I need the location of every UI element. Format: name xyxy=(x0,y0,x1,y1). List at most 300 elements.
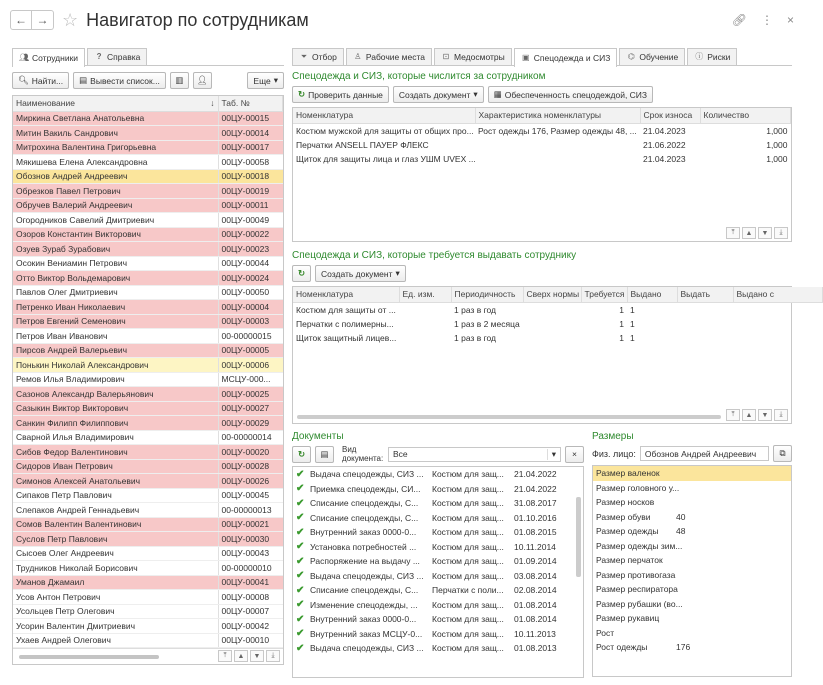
column-header-name[interactable]: Наименование ↓ xyxy=(13,96,218,111)
scroll-up-button[interactable]: ▲ xyxy=(742,409,756,421)
employee-name: Ухаев Андрей Олегович xyxy=(13,633,218,648)
employee-row[interactable] xyxy=(13,140,283,155)
scroll-bottom-button[interactable]: ⤓ xyxy=(774,227,788,239)
table-row[interactable] xyxy=(293,331,823,346)
document-cell: 21.04.2022 xyxy=(514,483,557,494)
document-cell: Распоряжение на выдачу ... xyxy=(310,556,420,567)
employee-name: Уманов Джамаил xyxy=(13,575,218,590)
size-row[interactable] xyxy=(593,640,791,655)
size-name: Размер одежды зим... xyxy=(596,540,683,551)
employee-name: Митрохина Валентина Григорьевна xyxy=(13,140,218,155)
employee-row[interactable] xyxy=(13,271,283,286)
left-tabs xyxy=(12,48,284,66)
employee-tab-number: 00ЦУ-00042 xyxy=(218,619,283,634)
document-row[interactable] xyxy=(293,496,583,511)
size-row[interactable] xyxy=(593,553,791,568)
document-row[interactable] xyxy=(293,467,583,482)
column-header[interactable]: Ед. изм. xyxy=(399,287,451,302)
employee-row[interactable] xyxy=(13,329,283,344)
documents-toolbar xyxy=(292,442,584,466)
document-row[interactable] xyxy=(293,525,583,540)
forward-button[interactable]: → xyxy=(32,10,54,30)
size-name: Размер перчаток xyxy=(596,555,663,566)
required-items-toolbar xyxy=(292,261,792,286)
employee-name: Обручев Валерий Андреевич xyxy=(13,198,218,213)
sizes-title: Размеры xyxy=(592,431,634,442)
employee-row[interactable] xyxy=(13,213,283,228)
table-row[interactable] xyxy=(293,152,791,167)
size-name: Рост xyxy=(596,627,615,638)
employee-row[interactable] xyxy=(13,561,283,576)
supply-report-button[interactable]: ▦ Обеспеченность спецодеждой, СИЗ xyxy=(488,86,653,103)
table-cell: Щиток защитный лицев... xyxy=(296,333,397,344)
document-cell: Изменение спецодежды, ... xyxy=(310,599,418,610)
document-cell: Выдача спецодежды, СИЗ ... xyxy=(310,643,424,654)
table-cell: 1,000 xyxy=(766,139,788,150)
right-tabs xyxy=(292,48,792,66)
document-kind-select[interactable]: Все ▾ xyxy=(388,447,561,462)
refresh-icon: ↻ xyxy=(297,268,306,278)
employee-tab-number: 00-00000014 xyxy=(218,430,283,445)
column-header[interactable]: Сверх нормы xyxy=(523,287,581,302)
employee-row[interactable] xyxy=(13,445,283,460)
employee-name: Сомов Валентин Валентинович xyxy=(13,517,218,532)
document-cell: 01.10.2016 xyxy=(514,512,557,523)
size-name: Размер валенок xyxy=(593,466,673,481)
scroll-bottom-button[interactable]: ⤓ xyxy=(266,650,280,662)
person-label: Физ. лицо: xyxy=(592,448,636,459)
size-name: Размер противогаза xyxy=(596,569,676,580)
column-header[interactable]: Выдано с xyxy=(733,287,823,302)
employee-tab-number: 00ЦУ-00004 xyxy=(218,300,283,315)
filter-icon: ⏷ xyxy=(300,52,308,61)
employee-tab-number: 00ЦУ-00050 xyxy=(218,285,283,300)
employee-tab-number: 00ЦУ-00020 xyxy=(218,445,283,460)
table-header xyxy=(293,287,823,302)
tab-medical[interactable]: ⊡ Медосмотры xyxy=(434,48,512,65)
employee-row[interactable] xyxy=(13,227,283,242)
employee-tab-number: 00ЦУ-00023 xyxy=(218,242,283,257)
size-row[interactable] xyxy=(593,568,791,583)
chevron-down-icon: ▾ xyxy=(473,89,478,99)
table-cell xyxy=(523,302,581,317)
employee-tab-number: 00ЦУ-00018 xyxy=(218,169,283,184)
check-data-button[interactable]: ↻ Проверить данные xyxy=(292,86,389,103)
table-cell: 21.04.2023 xyxy=(643,154,686,165)
employee-name: Понькин Николай Александрович xyxy=(13,358,218,373)
close-icon[interactable]: × xyxy=(786,13,794,27)
column-header[interactable]: Выдано xyxy=(627,287,677,302)
table-cell: 1,000 xyxy=(766,125,788,136)
tab-training[interactable]: ⌬ Обучение xyxy=(619,48,685,65)
employee-name: Сысоев Олег Андреевич xyxy=(13,546,218,561)
table-header xyxy=(13,96,283,111)
posted-check-icon: ✔ xyxy=(296,628,305,640)
tab-employees[interactable]: 👥︎ Сотрудники xyxy=(12,48,85,67)
employee-tab-number: 00ЦУ-00010 xyxy=(218,633,283,648)
document-row[interactable] xyxy=(293,482,583,497)
document-cell: 01.09.2014 xyxy=(514,556,557,567)
table-cell: 1 раз в 2 месяца xyxy=(454,318,520,329)
document-cell: 01.08.2014 xyxy=(514,614,557,625)
employee-name: Мякишева Елена Александровна xyxy=(13,155,218,170)
documents-table[interactable] xyxy=(292,466,584,678)
column-header-tab[interactable]: Таб. № xyxy=(218,96,283,111)
employee-tab-number: 00ЦУ-00007 xyxy=(218,604,283,619)
tab-filter[interactable]: ⏷ Отбор xyxy=(292,48,344,65)
vertical-scrollbar[interactable] xyxy=(576,497,581,577)
document-cell: Костюм для защ... xyxy=(432,498,504,509)
size-row[interactable] xyxy=(593,466,791,481)
document-cell: Списание спецодежды, С... xyxy=(310,585,419,596)
employee-tab-number: 00ЦУ-00058 xyxy=(218,155,283,170)
employee-tab-number: 00ЦУ-00006 xyxy=(218,358,283,373)
employee-tab-number: 00ЦУ-00026 xyxy=(218,474,283,489)
employee-tab-number: 00ЦУ-00015 xyxy=(218,111,283,126)
scroll-up-button[interactable]: ▲ xyxy=(234,650,248,662)
employee-tab-number: 00-00000013 xyxy=(218,503,283,518)
employee-row[interactable] xyxy=(13,343,283,358)
table-cell: 1 xyxy=(619,318,624,329)
employee-tab-number: 00-00000010 xyxy=(218,561,283,576)
employee-row[interactable] xyxy=(13,459,283,474)
employee-name: Суслов Петр Павлович xyxy=(13,532,218,547)
required-items-title: Спецодежда и СИЗ, которые требуется выдавать сотруднику xyxy=(292,250,577,261)
table-row[interactable] xyxy=(293,302,823,317)
more-button[interactable]: Еще ▾ xyxy=(247,72,284,89)
table-row[interactable] xyxy=(293,138,791,153)
size-name: Размер рукавиц xyxy=(596,613,660,624)
employee-row[interactable] xyxy=(13,546,283,561)
posted-check-icon: ✔ xyxy=(296,613,305,625)
create-document-button[interactable]: Создать документ ▾ xyxy=(393,86,484,103)
sizes-toolbar xyxy=(592,442,792,465)
link-icon[interactable]: 🔗︎ xyxy=(731,13,747,27)
employee-tab-number: 00ЦУ-00041 xyxy=(218,575,283,590)
document-cell: Перчатки с поли... xyxy=(432,585,504,596)
employee-tab-number: 00-00000015 xyxy=(218,329,283,344)
employee-row[interactable] xyxy=(13,184,283,199)
scroll-top-button[interactable]: ⤒ xyxy=(726,227,740,239)
table-cell xyxy=(677,317,733,332)
size-name: Размер носков xyxy=(596,497,655,508)
posted-check-icon: ✔ xyxy=(296,555,305,567)
search-icon: 🔍︎ xyxy=(18,75,29,85)
table-cell: 1 xyxy=(630,333,635,344)
table-cell xyxy=(475,152,640,167)
employee-name: Сазонов Александр Валерьянович xyxy=(13,387,218,402)
size-value xyxy=(673,568,791,583)
chevron-down-icon: ▾ xyxy=(395,268,400,278)
table-cell: Перчатки с полимерны... xyxy=(296,318,394,329)
table-cell xyxy=(733,331,823,346)
scroll-up-button[interactable]: ▲ xyxy=(742,227,756,239)
employee-row[interactable] xyxy=(13,314,283,329)
column-header[interactable]: Номенклатура xyxy=(293,108,475,123)
document-cell: Внутренний заказ 0000-0... xyxy=(310,614,417,625)
size-name: Рост одежды xyxy=(596,642,648,653)
risk-icon: ⓘ xyxy=(695,52,704,61)
employee-row[interactable] xyxy=(13,474,283,489)
employee-tab-number: 00ЦУ-00030 xyxy=(218,532,283,547)
employee-name: Усов Антон Петрович xyxy=(13,590,218,605)
size-name: Размер обуви xyxy=(596,511,651,522)
employee-row[interactable] xyxy=(13,111,283,126)
workplace-icon: ♙ xyxy=(354,52,362,61)
scroll-top-button[interactable]: ⤒ xyxy=(218,650,232,662)
column-header[interactable]: Требуется xyxy=(581,287,627,302)
people-icon: 👥︎ xyxy=(19,53,30,62)
clear-kind-button[interactable] xyxy=(565,446,584,463)
table-cell: Перчатки ANSELL ПАУЕР ФЛЕКС xyxy=(296,139,429,150)
size-row[interactable] xyxy=(593,539,791,554)
list-icon: ▤ xyxy=(79,75,88,85)
person-icon: 👤︎ xyxy=(196,75,208,85)
refresh-docs-button[interactable] xyxy=(292,446,311,463)
document-cell: 01.08.2015 xyxy=(514,527,557,538)
documents-section xyxy=(292,426,584,678)
size-row[interactable] xyxy=(593,524,791,539)
table-cell: Щиток для защиты лица и глаз УШМ UVEX ... xyxy=(296,154,476,165)
table-cell: 1 xyxy=(619,333,624,344)
medical-icon: ⊡ xyxy=(442,52,450,61)
table-cell xyxy=(475,138,640,153)
document-cell: Выдача спецодежды, СИЗ ... xyxy=(310,469,424,480)
refresh-icon: ↻ xyxy=(297,448,306,459)
employee-row[interactable] xyxy=(13,488,283,503)
posted-check-icon: ✔ xyxy=(296,497,305,509)
size-value xyxy=(673,611,791,626)
document-cell: Костюм для защ... xyxy=(432,527,504,538)
export-list-button[interactable]: ▤ Вывести список... xyxy=(73,72,166,89)
employee-row[interactable] xyxy=(13,358,283,373)
size-value xyxy=(673,466,791,481)
assigned-items-title: Спецодежда и СИЗ, которые числится за сотрудником xyxy=(292,71,546,82)
tab-workplaces[interactable]: ♙ Рабочие места xyxy=(346,48,432,65)
employee-name: Петренко Иван Николаевич xyxy=(13,300,218,315)
scroll-top-button[interactable]: ⤒ xyxy=(726,409,740,421)
employee-tab-number: 00ЦУ-00003 xyxy=(218,314,283,329)
document-cell: Костюм для защ... xyxy=(432,483,504,494)
posted-check-icon: ✔ xyxy=(296,541,305,553)
document-cell: 01.08.2013 xyxy=(514,643,557,654)
employee-tab-number: 00ЦУ-00005 xyxy=(218,343,283,358)
employee-tab-number: 00ЦУ-00014 xyxy=(218,126,283,141)
document-cell: Внутренний заказ МСЦУ-0... xyxy=(310,628,423,639)
column-header[interactable]: Характеристика номенклатуры xyxy=(475,108,640,123)
table-cell: 1 раз в год xyxy=(454,304,496,315)
employee-tab-number: 00ЦУ-00019 xyxy=(218,184,283,199)
size-row[interactable] xyxy=(593,597,791,612)
employee-row[interactable] xyxy=(13,256,283,271)
person-field[interactable]: Обознов Андрей Андреевич xyxy=(640,446,769,461)
employee-row[interactable] xyxy=(13,169,283,184)
column-header[interactable]: Выдать xyxy=(677,287,733,302)
employee-row[interactable] xyxy=(13,300,283,315)
posted-check-icon: ✔ xyxy=(296,570,305,582)
employee-row[interactable] xyxy=(13,633,283,648)
open-icon: ⧉ xyxy=(779,448,786,458)
open-person-button[interactable] xyxy=(773,445,792,462)
document-cell: 21.04.2022 xyxy=(514,469,557,480)
employee-row[interactable] xyxy=(13,575,283,590)
training-icon: ⌬ xyxy=(627,52,635,61)
employee-card-button[interactable] xyxy=(193,72,212,89)
document-row[interactable] xyxy=(293,511,583,526)
document-cell: Костюм для защ... xyxy=(432,469,504,480)
size-row[interactable] xyxy=(593,481,791,496)
document-row[interactable] xyxy=(293,540,583,555)
scroll-bottom-button[interactable]: ⤓ xyxy=(774,409,788,421)
size-value xyxy=(673,481,791,496)
document-cell: Костюм для защ... xyxy=(432,556,504,567)
posted-check-icon: ✔ xyxy=(296,468,305,480)
posted-check-icon: ✔ xyxy=(296,483,305,495)
table-cell xyxy=(733,302,823,317)
employee-row[interactable] xyxy=(13,155,283,170)
employee-row[interactable] xyxy=(13,517,283,532)
employee-row[interactable] xyxy=(13,416,283,431)
employee-row[interactable] xyxy=(13,532,283,547)
column-header[interactable]: Срок износа xyxy=(640,108,700,123)
employees-panel xyxy=(12,48,284,674)
document-cell: Костюм для защ... xyxy=(432,570,504,581)
barcode-button[interactable] xyxy=(170,72,189,89)
employee-name: Обрезков Павел Петрович xyxy=(13,184,218,199)
back-button[interactable]: ← xyxy=(10,10,32,30)
posted-check-icon: ✔ xyxy=(296,526,305,538)
employee-row[interactable] xyxy=(13,590,283,605)
employee-name: Осокин Вениамин Петрович xyxy=(13,256,218,271)
document-cell: Списание спецодежды, С... xyxy=(310,498,419,509)
favorite-star-icon[interactable]: ☆ xyxy=(62,9,79,30)
table-cell xyxy=(399,317,451,332)
employee-name: Усорин Валентин Дмитриевич xyxy=(13,619,218,634)
size-name: Размер рубашки (во... xyxy=(596,598,683,609)
scroll-thumb[interactable] xyxy=(19,655,159,659)
table-cell xyxy=(733,317,823,332)
document-cell: Костюм для защ... xyxy=(432,643,504,654)
report-icon: ▦ xyxy=(493,89,502,99)
employee-tab-number: 00ЦУ-00045 xyxy=(218,488,283,503)
scroll-down-button[interactable]: ▼ xyxy=(250,650,264,662)
more-menu-icon[interactable]: ⋮ xyxy=(760,13,773,27)
document-row[interactable] xyxy=(293,641,583,656)
document-row[interactable] xyxy=(293,612,583,627)
assigned-items-toolbar xyxy=(292,82,792,107)
sizes-table[interactable] xyxy=(592,465,792,677)
document-cell: 31.08.2017 xyxy=(514,498,557,509)
employee-tab-number: МСЦУ-000... xyxy=(218,372,283,387)
document-cell: 10.11.2013 xyxy=(514,628,556,639)
table-cell: 21.06.2022 xyxy=(643,139,686,150)
open-document-button[interactable] xyxy=(315,446,334,463)
employee-row[interactable] xyxy=(13,430,283,445)
find-button[interactable]: 🔍︎ Найти... xyxy=(12,72,69,89)
nav-buttons xyxy=(10,10,54,30)
employee-name: Сидоров Иван Петрович xyxy=(13,459,218,474)
assigned-items-table[interactable] xyxy=(292,107,792,242)
posted-check-icon: ✔ xyxy=(296,512,305,524)
tab-risks[interactable]: ⓘ Риски xyxy=(687,48,737,65)
document-cell: Установка потребностей ... xyxy=(310,541,417,552)
table-cell xyxy=(523,331,581,346)
document-icon: ▤ xyxy=(320,448,329,459)
size-name: Размер одежды xyxy=(596,526,659,537)
size-row[interactable] xyxy=(593,510,791,525)
employees-table[interactable] xyxy=(12,95,284,665)
table-header xyxy=(293,108,791,123)
size-value: 48 xyxy=(676,526,686,537)
column-header[interactable]: Периодичность xyxy=(451,287,523,302)
employee-name: Ремов Илья Владимирович xyxy=(13,372,218,387)
employee-row[interactable] xyxy=(13,198,283,213)
document-row[interactable] xyxy=(293,569,583,584)
employee-row[interactable] xyxy=(13,604,283,619)
horizontal-scrollbar[interactable] xyxy=(13,648,283,664)
table-cell xyxy=(677,302,733,317)
size-row[interactable] xyxy=(593,582,791,597)
required-items-table[interactable] xyxy=(292,286,792,424)
employee-row[interactable] xyxy=(13,372,283,387)
employee-row[interactable] xyxy=(13,619,283,634)
size-value xyxy=(673,597,791,612)
scroll-down-button[interactable]: ▼ xyxy=(758,409,772,421)
document-cell: Выдача спецодежды, СИЗ ... xyxy=(310,570,424,581)
size-row[interactable] xyxy=(593,495,791,510)
employee-name: Санкин Филипп Филиппович xyxy=(13,416,218,431)
employee-row[interactable] xyxy=(13,387,283,402)
employee-row[interactable] xyxy=(13,242,283,257)
employee-tab-number: 00ЦУ-00028 xyxy=(218,459,283,474)
posted-check-icon: ✔ xyxy=(296,599,305,611)
size-row[interactable] xyxy=(593,611,791,626)
document-row[interactable] xyxy=(293,583,583,598)
employee-row[interactable] xyxy=(13,285,283,300)
document-row[interactable] xyxy=(293,598,583,613)
employee-name: Озоров Константин Викторович xyxy=(13,227,218,242)
refresh-button[interactable] xyxy=(292,265,311,282)
employee-tab-number: 00ЦУ-00027 xyxy=(218,401,283,416)
chevron-down-icon: ▾ xyxy=(273,75,278,85)
table-cell: 1 раз в год xyxy=(454,333,496,344)
table-row[interactable] xyxy=(293,317,823,332)
tab-help[interactable]: ? Справка xyxy=(87,48,147,65)
horizontal-scrollbar[interactable] xyxy=(297,415,721,419)
employee-tab-number: 00ЦУ-00044 xyxy=(218,256,283,271)
barcode-icon: ▥ xyxy=(175,75,184,85)
employee-tab-number: 00ЦУ-00043 xyxy=(218,546,283,561)
employee-row[interactable] xyxy=(13,401,283,416)
tab-clothing[interactable]: ▣ Спецодежда и СИЗ xyxy=(514,48,618,67)
document-kind-label: Вид документа: xyxy=(342,445,384,463)
document-row[interactable] xyxy=(293,554,583,569)
size-value: 176 xyxy=(676,642,691,653)
employee-row[interactable] xyxy=(13,503,283,518)
column-header[interactable]: Количество xyxy=(700,108,791,123)
employee-name: Сварной Илья Владимирович xyxy=(13,430,218,445)
table-row[interactable] xyxy=(293,123,791,138)
scroll-down-button[interactable]: ▼ xyxy=(758,227,772,239)
employee-row[interactable] xyxy=(13,126,283,141)
employee-tab-number: 00ЦУ-00029 xyxy=(218,416,283,431)
sizes-section xyxy=(592,426,792,677)
size-row[interactable] xyxy=(593,626,791,641)
column-header[interactable]: Номенклатура xyxy=(293,287,399,302)
document-row[interactable] xyxy=(293,627,583,642)
create-document-button-2[interactable]: Создать документ ▾ xyxy=(315,265,406,282)
employee-name: Павлов Олег Дмитриевич xyxy=(13,285,218,300)
